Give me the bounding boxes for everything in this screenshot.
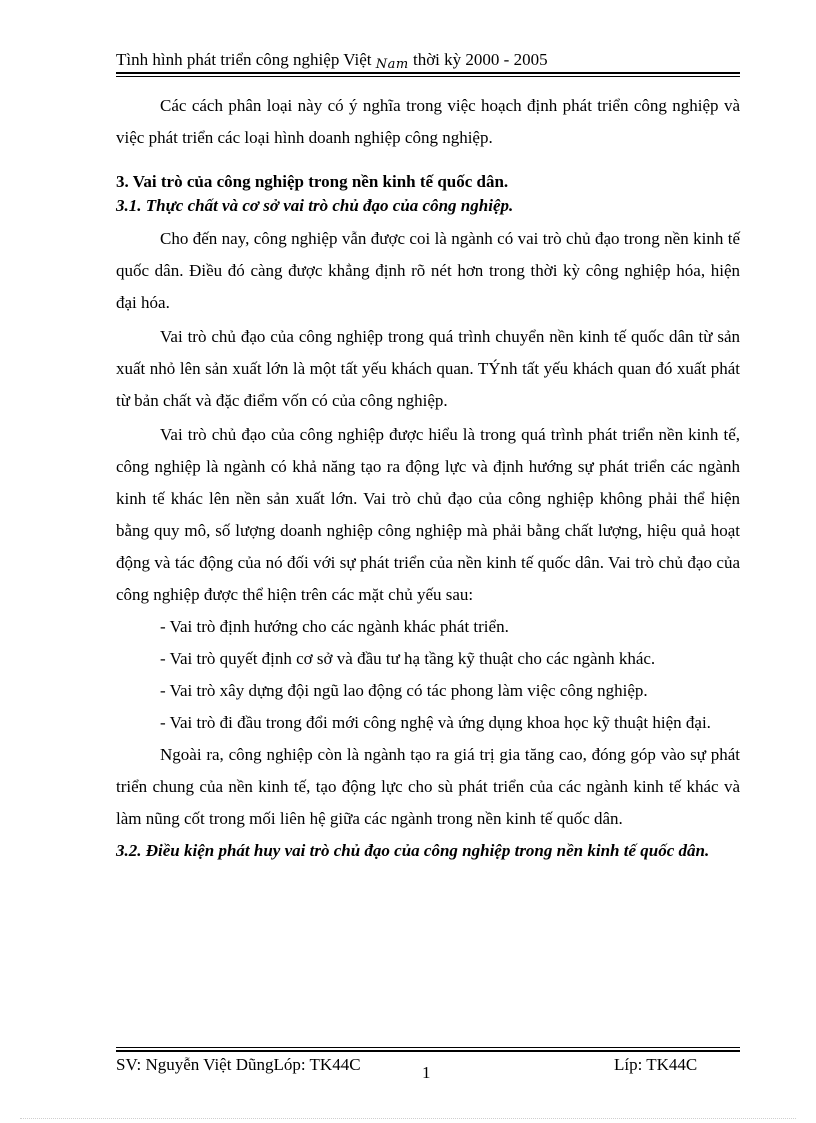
section-heading-3-1: 3.1. Thực chất và cơ sở vai trò chủ đạo của công nghiệp.	[116, 196, 514, 215]
page-header	[116, 50, 740, 72]
bullet-item: - Vai trò quyết định cơ sở và đầu tư hạ tầng kỹ thuật cho các ngành khác.	[160, 649, 656, 668]
paragraph-1: Cho đến nay, công nghiệp vẫn được coi là ngành có vai trò chủ đạo trong nền kinh tế quốc dân. Điều đó càng được khẳng định rõ nét hơn trong thời kỳ công nghiệp hóa, hiện đại hóa.	[116, 229, 740, 312]
bullet-item: - Vai trò định hướng cho các ngành khác phát triển.	[160, 617, 509, 636]
document-body	[116, 90, 740, 867]
page-number: 1	[422, 1063, 431, 1082]
header-title	[116, 50, 740, 72]
footer-rule-thick	[116, 1050, 740, 1052]
header-title-script: Nam	[375, 57, 409, 72]
footer-student: SV: Nguyễn Việt DũngLóp: TK44C	[116, 1055, 361, 1074]
bullet-item: - Vai trò xây dựng đội ngũ lao động có tác phong làm việc công nghiệp.	[160, 681, 648, 700]
paragraph-4: Ngoài ra, công nghiệp còn là ngành tạo ra giá trị gia tăng cao, đóng góp vào sự phát triển chung của nền kinh tế, tạo động lực cho sù phát triển của các ngành kinh tế khác và làm nũng cốt trong mối liên hệ giữa các ngành trong nền kinh tế quốc dân.	[116, 745, 740, 828]
paragraph-3: Vai trò chủ đạo của công nghiệp được hiểu là trong quá trình phát triển nền kinh tế, công nghiệp là ngành có khả năng tạo ra động lực và định hướng sự phát triển các ngành kinh tế khác lên nền sản xuất lớn. Vai trò chủ đạo của công nghiệp không phải thể hiện bằng quy mô, số lượng doanh nghiệp công nghiệp mà phải bằng chất lượng, hiệu quả hoạt động và tác động của nó đối với sự phát triển của nền kinh tế quốc dân. Vai trò chủ đạo của công nghiệp được thể hiện trên các mặt chủ yếu sau:	[116, 425, 740, 604]
paragraph-intro: Các cách phân loại này có ý nghĩa trong việc hoạch định phát triển công nghiệp và việc phát triển các loại hình doanh nghiệp công nghiệp.	[116, 96, 740, 147]
header-rule-thin	[116, 76, 740, 77]
section-heading-3-2: 3.2. Điều kiện phát huy vai trò chủ đạo của công nghiệp trong nền kinh tế quốc dân.	[116, 841, 710, 860]
footer-rule-thin	[116, 1047, 740, 1048]
header-title-part2: thời kỳ 2000 - 2005	[412, 50, 548, 69]
header-rule-thick	[116, 72, 740, 74]
bullet-item: - Vai trò đi đầu trong đổi mới công nghệ và ứng dụng khoa học kỹ thuật hiện đại.	[160, 713, 711, 732]
footer-class: Líp: TK44C	[614, 1055, 698, 1074]
page-bottom-border	[20, 1118, 796, 1119]
paragraph-2: Vai trò chủ đạo của công nghiệp trong quá trình chuyển nền kinh tế quốc dân từ sản xuất nhỏ lên sản xuất lớn là một tất yếu khách quan. TÝnh tất yếu khách quan đó xuất phát từ bản chất và đặc điểm vốn có của công nghiệp.	[116, 327, 740, 410]
section-heading-3: 3. Vai trò của công nghiệp trong nền kinh tế quốc dân.	[116, 172, 509, 191]
header-title-part1: Tình hình phát triển công nghiệp Việt	[116, 50, 372, 69]
